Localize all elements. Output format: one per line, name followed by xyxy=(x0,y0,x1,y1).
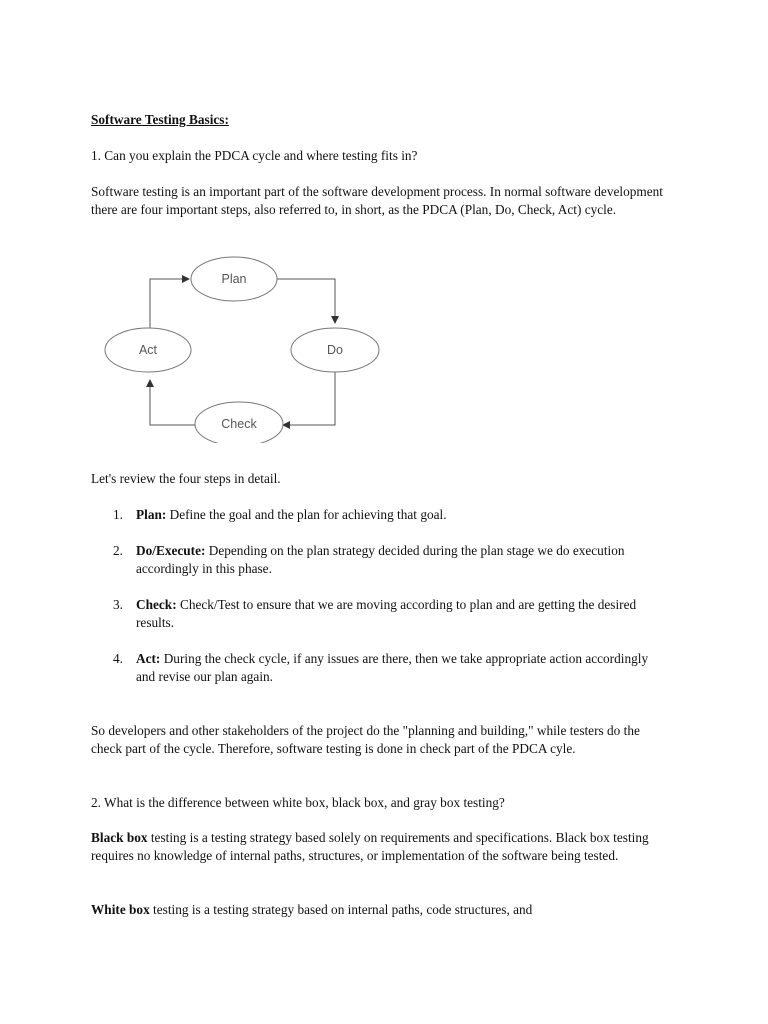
step-term: Act: xyxy=(136,651,161,666)
white-box-paragraph xyxy=(91,901,671,919)
step-body xyxy=(136,596,666,632)
arrow-plan-to-do xyxy=(277,279,335,323)
step-term: Plan: xyxy=(136,507,167,522)
question-2: 2. What is the difference between white box, black box, and gray box testing? xyxy=(91,795,505,810)
step-text: Check/Test to ensure that we are moving according to plan and are getting the desired results. xyxy=(136,597,637,630)
node-check xyxy=(195,402,283,443)
pdca-cycle-diagram xyxy=(100,253,390,443)
question-1: 1. Can you explain the PDCA cycle and where testing fits in? xyxy=(91,148,418,163)
intro-paragraph: Software testing is an important part of the software development process. In normal software development there are four important steps, also referred to, in short, as the PDCA (Plan, Do, Check, Act) cycle. xyxy=(91,184,663,217)
step-number: 2. xyxy=(113,543,123,558)
arrow-do-to-check xyxy=(283,372,335,425)
step-text: During the check cycle, if any issues are there, then we take appropriate action accordingly and revise our plan again. xyxy=(136,651,649,684)
black-box-paragraph xyxy=(91,829,671,865)
node-plan xyxy=(191,257,277,301)
step-body xyxy=(136,650,666,686)
step-text: Define the goal and the plan for achieving that goal. xyxy=(166,507,447,522)
arrow-act-to-plan xyxy=(150,279,189,328)
node-act-label: Act xyxy=(138,343,158,357)
summary-paragraph: So developers and other stakeholders of the project do the "planning and building," while testers do the check part of the cycle. Therefore, software testing is done in check part of the PDCA cyle. xyxy=(91,723,640,756)
step-text: Depending on the plan strategy decided during the plan stage we do execution accordingly in this phase. xyxy=(136,543,625,576)
node-do xyxy=(291,328,379,372)
node-act xyxy=(105,328,191,372)
step-number: 4. xyxy=(113,651,123,666)
step-number: 3. xyxy=(113,597,123,612)
arrow-check-to-act xyxy=(150,380,195,425)
step-number: 1. xyxy=(113,507,123,522)
review-intro: Let's review the four steps in detail. xyxy=(91,471,281,486)
step-body xyxy=(136,542,666,578)
step-body xyxy=(136,506,666,524)
black-box-text: testing is a testing strategy based solely on requirements and specifications. Black box testing requires no knowledge of internal paths, structures, or implementation of the software being tested. xyxy=(91,830,649,863)
white-box-term: White box xyxy=(91,902,150,917)
node-do-label: Do xyxy=(327,343,343,357)
step-term: Check: xyxy=(136,597,177,612)
node-check-label: Check xyxy=(221,417,257,431)
node-plan-label: Plan xyxy=(221,272,247,286)
step-term: Do/Execute: xyxy=(136,543,206,558)
white-box-text: testing is a testing strategy based on internal paths, code structures, and xyxy=(149,902,533,917)
document-title: Software Testing Basics: xyxy=(91,112,229,127)
black-box-term: Black box xyxy=(91,830,148,845)
